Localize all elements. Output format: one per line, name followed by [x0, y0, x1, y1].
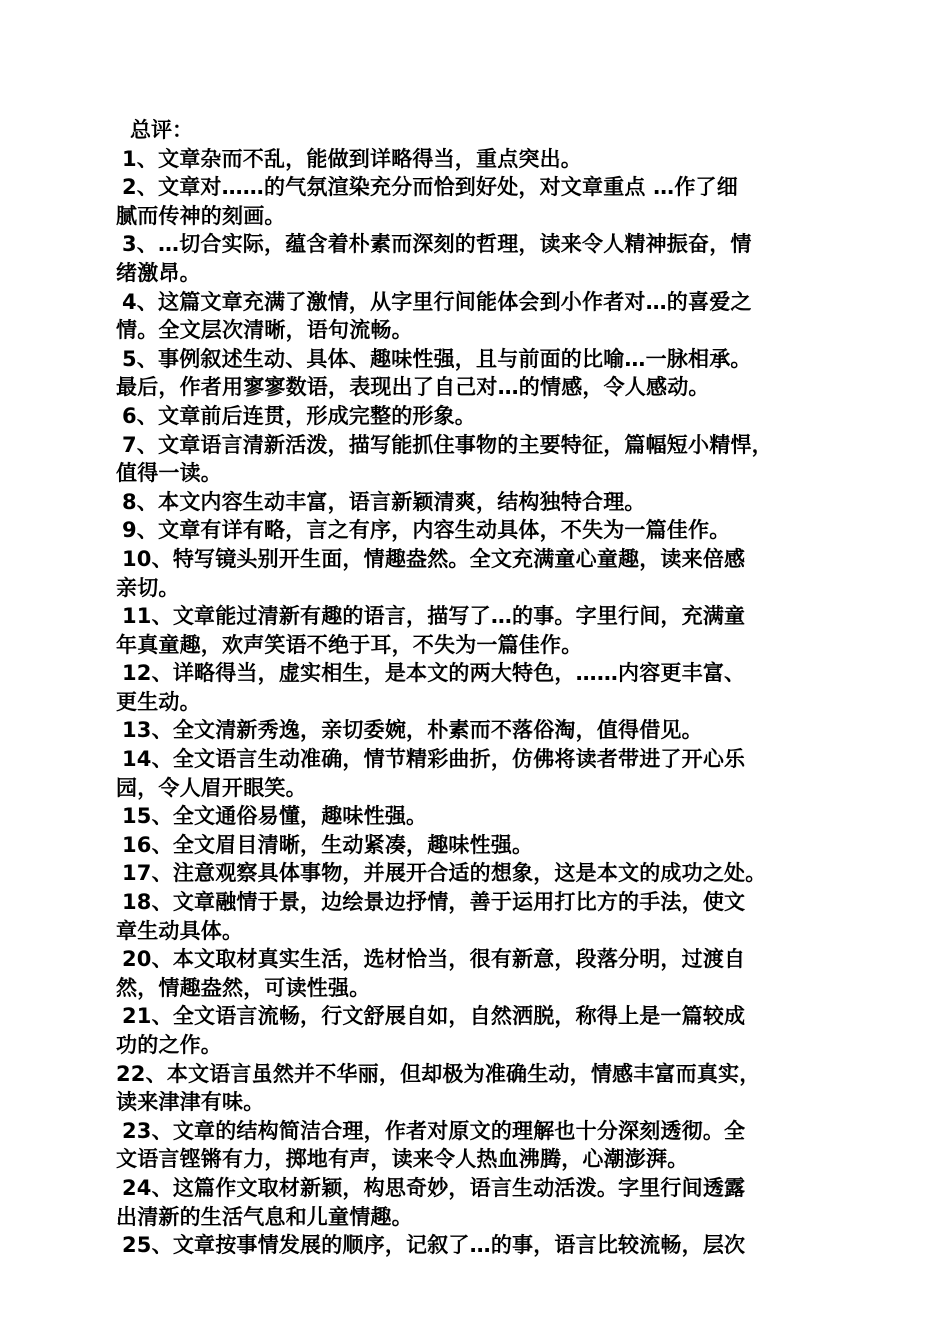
comment-line: 出清新的生活气息和儿童情趣。 — [116, 1204, 413, 1229]
comment-line: 16、全文眉目清晰，生动紧凑，趣味性强。 — [122, 832, 534, 857]
comment-line: 23、文章的结构简洁合理，作者对原文的理解也十分深刻透彻。全 — [122, 1118, 746, 1143]
comment-line: 绪激昂。 — [116, 260, 201, 285]
comment-line: 园，令人眉开眼笑。 — [116, 775, 307, 800]
comment-line: 最后，作者用寥寥数语，表现出了自己对…的情感，令人感动。 — [116, 375, 710, 400]
comment-line: 25、文章按事情发展的顺序，记叙了…的事，语言比较流畅，层次 — [122, 1233, 746, 1258]
comment-line: 11、文章能过清新有趣的语言，描写了…的事。字里行间，充满童 — [122, 604, 746, 629]
section-heading: 总评： — [130, 118, 193, 142]
comment-line: 5、事例叙述生动、具体、趣味性强，且与前面的比喻…一脉相承。 — [122, 346, 752, 371]
comment-item — [116, 230, 836, 287]
comment-item — [116, 859, 836, 888]
comment-line: 文语言铿锵有力，掷地有声，读来令人热血沸腾，心潮澎湃。 — [116, 1147, 689, 1172]
comment-item — [116, 431, 836, 488]
comment-line: 功的之作。 — [116, 1033, 222, 1057]
comment-item — [116, 1117, 836, 1174]
comment-item — [116, 288, 836, 345]
comment-line: 20、本文取材真实生活，选材恰当，很有新意，段落分明，过渡自 — [122, 947, 746, 972]
comment-line: 腻而传神的刻画。 — [116, 203, 286, 228]
comment-item — [116, 716, 836, 745]
comment-line: 章生动具体。 — [116, 918, 244, 943]
comment-item — [116, 888, 836, 945]
comment-line: 7、文章语言清新活泼，描写能抓住事物的主要特征，篇幅短小精悍， — [122, 432, 773, 457]
comment-line: 年真童趣，欢声笑语不绝于耳，不失为一篇佳作。 — [116, 632, 583, 657]
comment-line: 亲切。 — [116, 575, 180, 600]
comment-item — [116, 145, 836, 174]
comment-line: 6、文章前后连贯，形成完整的形象。 — [122, 403, 477, 428]
comment-item — [116, 545, 836, 602]
comment-line: 值得一读。 — [116, 461, 222, 486]
comment-line: 17、注意观察具体事物，并展开合适的想象，这是本文的成功之处。 — [122, 861, 767, 886]
comment-line: 情。全文层次清晰，语句流畅。 — [116, 318, 413, 343]
comment-item — [116, 745, 836, 802]
comment-line: 4、这篇文章充满了激情，从字里行间能体会到小作者对…的喜爱之 — [122, 289, 752, 314]
comment-item — [116, 1231, 836, 1260]
comment-item — [116, 1002, 836, 1059]
comment-item — [116, 345, 836, 402]
comment-line: 1、文章杂而不乱，能做到详略得当，重点突出。 — [122, 146, 583, 171]
comment-line: 2、文章对……的气氛渲染充分而恰到好处，对文章重点 …作了细 — [122, 175, 738, 200]
comment-line: 12、详略得当，虚实相生，是本文的两大特色，……内容更丰富、 — [122, 661, 746, 686]
comment-line: 13、全文清新秀逸，亲切委婉，朴素而不落俗淘，值得借见。 — [122, 718, 703, 743]
document-body — [116, 116, 836, 1260]
comment-line: 21、全文语言流畅，行文舒展自如，自然洒脱，称得上是一篇较成 — [122, 1004, 746, 1029]
comment-line: 22、本文语言虽然并不华丽，但却极为准确生动，情感丰富而真实， — [116, 1061, 761, 1086]
comment-line: 读来津津有味。 — [116, 1090, 265, 1115]
comment-item — [116, 1060, 836, 1117]
comment-line: 24、这篇作文取材新颖，构思奇妙，语言生动活泼。字里行间透露 — [122, 1175, 746, 1200]
comment-item — [116, 173, 836, 230]
comment-line: 3、…切合实际，蕴含着朴素而深刻的哲理，读来令人精神振奋，情 — [122, 232, 752, 257]
comment-item — [116, 802, 836, 831]
comment-line: 14、全文语言生动准确，情节精彩曲折，仿佛将读者带进了开心乐 — [122, 747, 746, 772]
comment-item — [116, 602, 836, 659]
comment-item — [116, 516, 836, 545]
comment-item — [116, 945, 836, 1002]
comment-line: 更生动。 — [116, 689, 201, 714]
comment-line: 10、特写镜头别开生面，情趣盎然。全文充满童心童趣，读来倍感 — [122, 546, 746, 571]
comment-item — [116, 659, 836, 716]
comment-item — [116, 402, 836, 431]
comment-line: 然，情趣盎然，可读性强。 — [116, 975, 371, 1000]
comment-list — [116, 145, 836, 1260]
comment-item — [116, 488, 836, 517]
comment-line: 18、文章融情于景，边绘景边抒情，善于运用打比方的手法，使文 — [122, 890, 746, 915]
comment-item — [116, 831, 836, 860]
comment-line: 9、文章有详有略，言之有序，内容生动具体，不失为一篇佳作。 — [122, 518, 731, 543]
comment-line: 8、本文内容生动丰富，语言新颖清爽，结构独特合理。 — [122, 489, 646, 514]
comment-line: 15、全文通俗易懂，趣味性强。 — [122, 804, 428, 829]
comment-item — [116, 1174, 836, 1231]
